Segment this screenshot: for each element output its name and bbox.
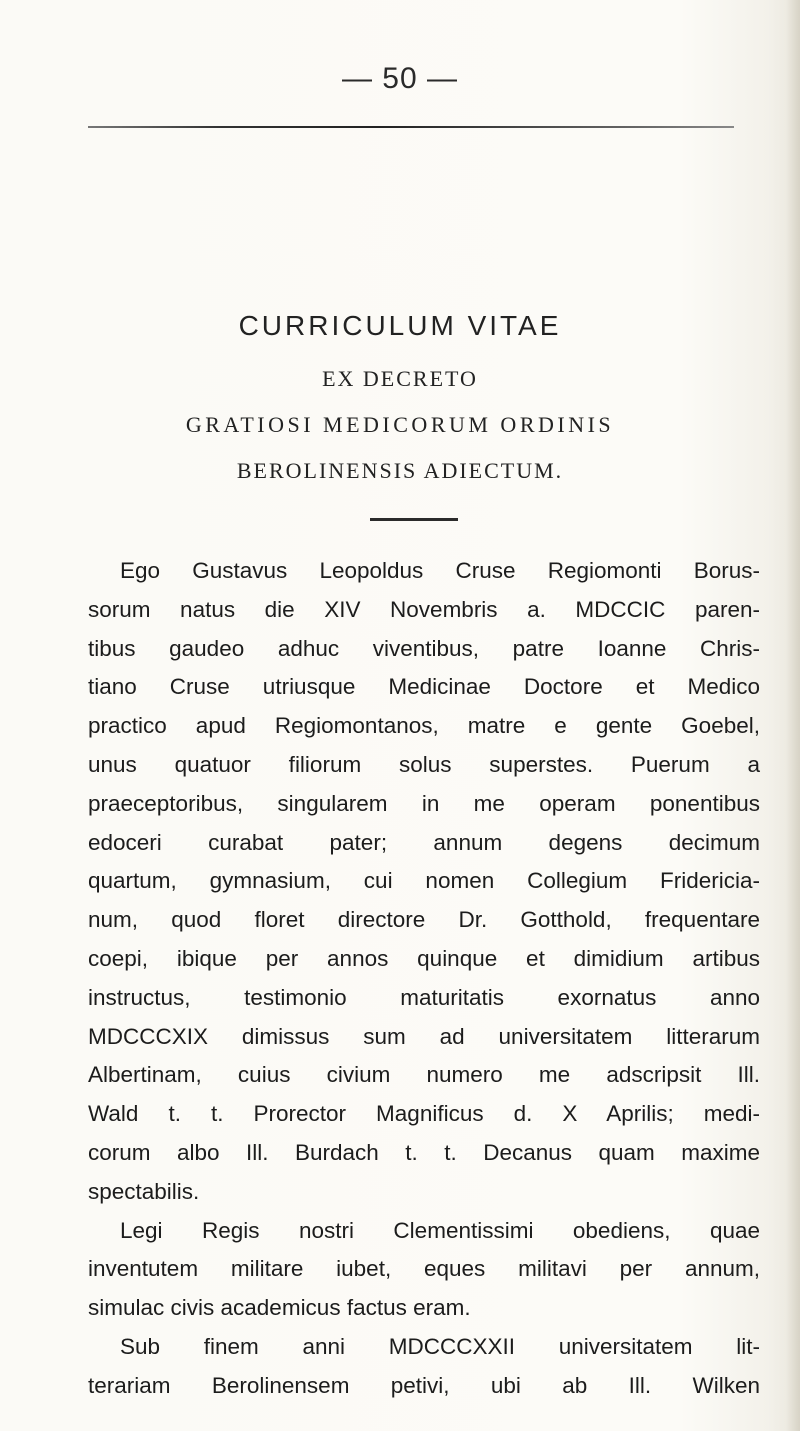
text-line: MDCCCXIX dimissus sum ad universitatem litterarum <box>88 1023 760 1049</box>
subtitle-gratiosi-medicorum: GRATIOSI MEDICORUM ORDINIS <box>185 412 615 437</box>
subtitle-ex-decreto: EX DECRETO <box>322 366 478 391</box>
text-line: spectabilis. <box>88 1178 200 1204</box>
text-line: instructus, testimonio maturitatis exornatus anno <box>88 984 760 1010</box>
text-line: tiano Cruse utriusque Medicinae Doctore et Medico <box>88 674 760 700</box>
text-line: terariam Berolinensem petivi, ubi ab Ill. Wilken <box>88 1372 760 1398</box>
text-line: Albertinam, cuius civium numero me adscripsit Ill. <box>88 1062 760 1088</box>
text-line: Sub finem anni MDCCCXXII universitatem lit- <box>120 1333 760 1359</box>
text-line: corum albo Ill. Burdach t. t. Decanus quam maxime <box>88 1139 760 1165</box>
text-line: num, quod floret directore Dr. Gotthold, frequentare <box>88 907 760 933</box>
text-line: simulac civis academicus factus eram. <box>88 1295 471 1321</box>
text-line: tibus gaudeo adhuc viventibus, patre Ioanne Chris- <box>88 635 760 661</box>
text-line: Wald t. t. Prorector Magnificus d. X Aprilis; medi- <box>88 1101 760 1127</box>
text-line: practico apud Regiomontanos, matre e gente Goebel, <box>88 713 760 739</box>
title-curriculum-vitae: CURRICULUM VITAE <box>238 310 562 341</box>
text-line: unus quatuor filiorum solus superstes. Puerum a <box>88 751 760 777</box>
text-line: praeceptoribus, singularem in me operam ponentibus <box>88 790 760 816</box>
page-number: — 50 — <box>341 62 459 95</box>
text-line: sorum natus die XIV Novembris a. MDCCIC paren- <box>88 596 760 622</box>
subtitle-berolinensis: BEROLINENSIS ADIECTUM. <box>236 458 564 483</box>
section-divider <box>370 518 458 521</box>
text-line: coepi, ibique per annos quinque et dimidium artibus <box>88 945 760 971</box>
page-edge-shadow <box>786 0 800 1431</box>
text-line: edoceri curabat pater; annum degens decimum <box>88 829 760 855</box>
text-line: Legi Regis nostri Clementissimi obediens, quae <box>120 1217 760 1243</box>
text-line: inventutem militare iubet, eques militavi per annum, <box>88 1256 760 1282</box>
text-line: Ego Gustavus Leopoldus Cruse Regiomonti Borus- <box>120 558 760 583</box>
header-rule <box>88 126 734 128</box>
body-text <box>88 552 760 1406</box>
text-line: quartum, gymnasium, cui nomen Collegium Fridericia- <box>88 868 760 894</box>
